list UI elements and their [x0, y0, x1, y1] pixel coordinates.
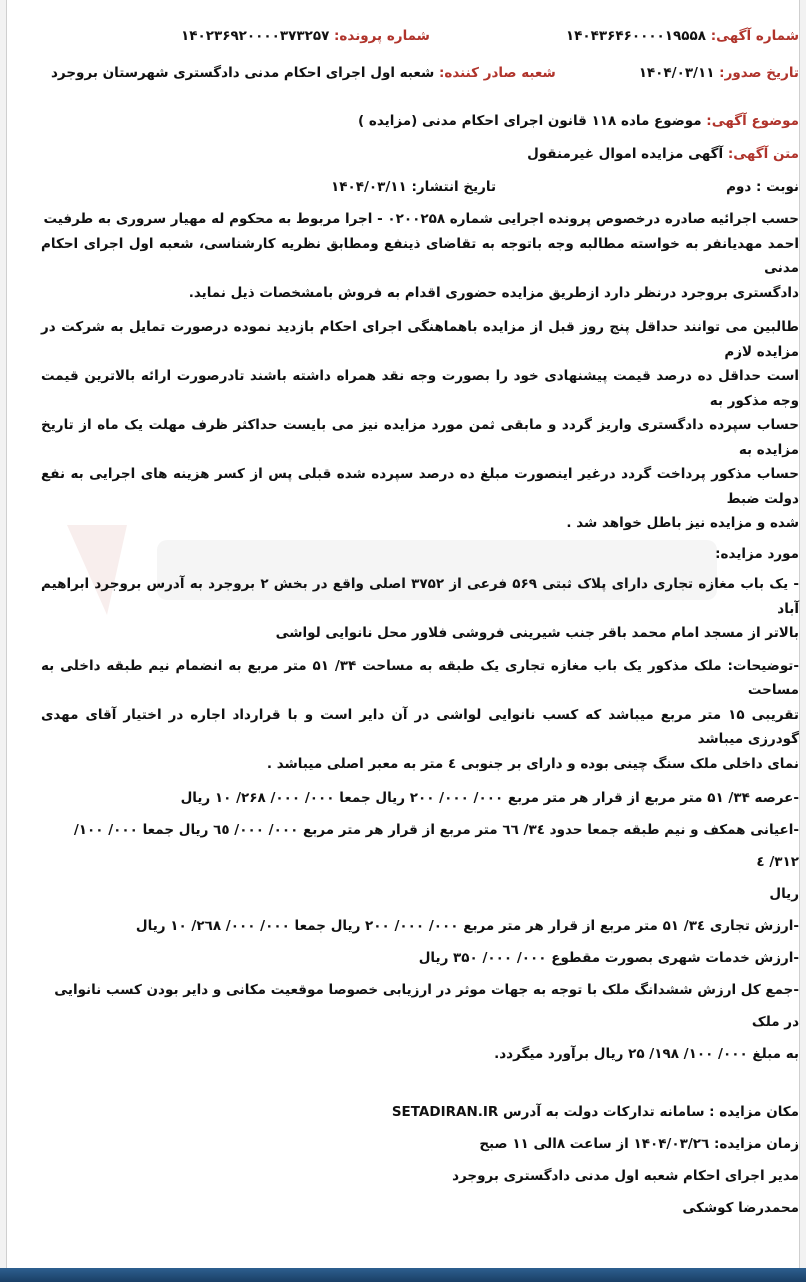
- para1-line: دادگستری بروجرد درنظر دارد ازطریق مزایده حضوری اقدام به فروش بامشخصات ذیل نماید.: [188, 284, 799, 301]
- issue-date-label: تاریخ صدور:: [719, 65, 799, 81]
- ad-number-label: شماره آگهی:: [710, 28, 799, 44]
- valuation-line: ریال: [769, 886, 799, 902]
- auction-time: زمان مزایده: ۱۴۰۴/۰۳/۲٦ از ساعت ۸الی ۱۱ صبح: [479, 1136, 799, 1152]
- case-number-value: ۱۴۰۲۳۶۹۲۰۰۰۰۳۷۳۲۵۷: [181, 28, 330, 44]
- manager-title: مدیر اجرای احکام شعبه اول مدنی دادگستری بروجرد: [452, 1168, 799, 1184]
- para2-line: حساب مذکور پرداخت گردد درغیر اینصورت مبلغ ده درصد سپرده شده قبلی پس از کسر هزینه های اجرایی به نفع دولت ضبط: [41, 466, 799, 507]
- text-heading-line: [41, 146, 799, 179]
- issuer: [51, 65, 556, 81]
- publish-date: تاریخ انتشار: ۱۴۰۴/۰۳/۱۱: [331, 179, 497, 195]
- subject-line: [41, 113, 799, 146]
- item1-line: بالاتر از مسجد امام محمد باقر جنب شیرینی فروشی فلاور محل نانوایی لواشی: [275, 625, 799, 641]
- valuation-line: -ارزش خدمات شهری بصورت مقطوع ۰۰۰/ ۰۰۰/ ۳۵۰ ریال: [418, 950, 799, 966]
- issue-date-value: ۱۴۰۴/۰۳/۱۱: [638, 65, 715, 81]
- item-2: [41, 654, 799, 777]
- spacer: [41, 1070, 799, 1096]
- auction-title: مورد مزایده:: [715, 545, 799, 562]
- subject-label: موضوع آگهی:: [706, 113, 799, 129]
- ad-number: [566, 28, 799, 44]
- item2-line: نمای داخلی ملک سنگ چینی بوده و دارای بر جنوبی ٤ متر به معبر اصلی میباشد .: [266, 755, 799, 772]
- issue-date: [639, 65, 799, 81]
- turn-row: [41, 179, 799, 207]
- text-heading-value: آگهی مزایده اموال غیرمنقول: [527, 146, 724, 162]
- spacer: [41, 305, 799, 315]
- header-row-2: [41, 65, 799, 113]
- manager-name: محمدرضا کوشکی: [682, 1200, 799, 1216]
- auction-place: مکان مزایده : سامانه تدارکات دولت به آدرس SETADIRAN.IR: [391, 1104, 799, 1120]
- footer-info: [41, 1096, 799, 1224]
- para2-line: حساب سپرده دادگستری واریز گردد و مابقی ثمن مورد مزایده نیز می بایست حداکثر ظرف مهلت یک ماه از تاریخ مزایده به: [41, 417, 799, 458]
- issuer-label: شعبه صادر کننده:: [438, 65, 556, 81]
- spacer: [41, 646, 799, 654]
- valuation-line: -عرصه ۳۴/ ۵۱ متر مربع از قرار هر متر مربع ۰۰۰/ ۰۰۰/ ۲۰۰ ریال جمعا ۰۰۰/ ۰۰۰/ ۲۶۸/ ۱۰ ریال: [180, 790, 799, 806]
- window-bottom-bar: [0, 1268, 806, 1282]
- item2-line: تقریبی ۱۵ متر مربع میباشد که کسب نانوایی لواشی در آن دایر است و با قرارداد اجاره در اختیار آقای مهدی گودرزی میباشد: [41, 706, 800, 747]
- item2-line: -توضیحات: ملک مذکور یک باب مغازه تجاری یک طبقه به مساحت ۳۴/ ۵۱ متر مربع به انضمام نیم طبقه داخلی به مساحت: [41, 657, 799, 698]
- item-1: [41, 572, 799, 646]
- valuation-line: -جمع کل ارزش ششدانگ ملک با توجه به جهات موثر در ارزیابی خصوصا موقعیت مکانی و دایر بودن کسب نانوایی در ملک: [54, 982, 799, 1030]
- para1-line: احمد مهدیانفر به خواسته مطالبه وجه باتوجه به تقاضای ذینفع ومطابق نظریه کارشناسی، شعبه اول اجرای احکام مدنی: [41, 235, 799, 276]
- turn: نوبت : دوم: [726, 179, 799, 195]
- ad-number-value: ۱۴۰۴۳۶۴۶۰۰۰۰۱۹۵۵۸: [565, 28, 706, 44]
- valuation-line: به مبلغ ۰۰۰/ ۱۰۰/ ۱۹۸/ ۲۵ ریال برآورد میگردد.: [494, 1046, 799, 1062]
- para1-line: حسب اجرائیه صادره درخصوص پرونده اجرایی شماره ۰۲۰۰۲۵۸ - اجرا مربوط به محکوم له مهیار سروری به طرفیت: [43, 211, 799, 227]
- item1-line: - یک باب مغازه تجاری دارای پلاک ثبتی ۵۶۹ فرعی از ۳۷۵۲ اصلی واقع در بخش ۲ بروجرد به آدرس بروجرد ابراهیم آباد: [41, 576, 799, 617]
- text-heading-label: متن آگهی:: [727, 146, 799, 162]
- para2-line: طالبین می توانند حداقل پنج روز قبل از مزایده باهماهنگی اجرای احکام بازدید نموده درصورت تمایل به شرکت در مزایده لازم: [41, 319, 799, 360]
- para2-line: شده و مزایده نیز باطل خواهد شد .: [566, 515, 799, 531]
- paragraph-1: [41, 207, 799, 305]
- issuer-value: شعبه اول اجرای احکام مدنی دادگستری شهرستان بروجرد: [51, 65, 435, 81]
- valuation-line: -ارزش تجاری ۳٤/ ۵۱ متر مربع از قرار هر متر مربع ۰۰۰/ ۰۰۰/ ۲۰۰ ریال جمعا ۰۰۰/ ۰۰۰/ ۲٦۸/ ۱۰ ریال: [135, 918, 799, 934]
- case-number-label: شماره پرونده:: [334, 28, 430, 44]
- subject-value: موضوع ماده ۱۱۸ قانون اجرای احکام مدنی (مزایده ): [358, 113, 702, 129]
- document-sheet: [6, 0, 800, 1268]
- valuation-items: [41, 782, 799, 1070]
- para2-line: است حداقل ده درصد قیمت پیشنهادی خود را بصورت وجه نقد همراه داشته باشند تادرصورت ارائه بالاترین قیمت وجه مذکور به: [41, 368, 799, 409]
- notice-body: [41, 28, 799, 1224]
- case-number: [181, 28, 430, 44]
- valuation-line: -اعیانی همکف و نیم طبقه جمعا حدود ۳٤/ ٦٦ متر مربع از قرار هر متر مربع ۰۰۰/ ۰۰۰/ ٦٥ ریال جمعا ۰۰۰/ ۱۰۰/ ۳۱۲/ ٤: [73, 822, 799, 870]
- header-row-1: [41, 28, 799, 65]
- paragraph-2: [41, 315, 799, 536]
